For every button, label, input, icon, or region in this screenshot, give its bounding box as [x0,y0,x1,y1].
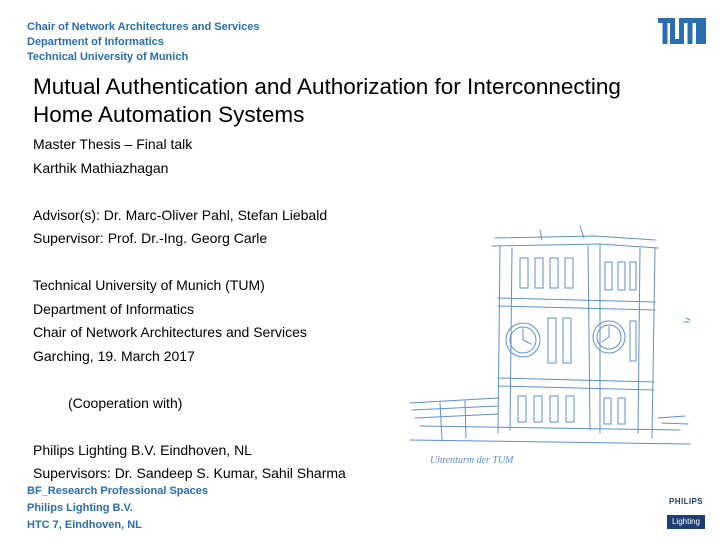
department: Department of Informatics [33,300,195,317]
philips-wordmark: PHILIPS [669,497,703,506]
thesis-type: Master Thesis – Final talk [33,136,193,152]
slide-title: Mutual Authentication and Authorization for Interconnecting Home Automation Systems [33,74,621,127]
header-chair: Chair of Network Architectures and Services [27,21,260,33]
location-date: Garching, 19. March 2017 [33,347,195,364]
tum-logo [658,18,706,49]
header-department: Department of Informatics [27,36,164,48]
advisors: Advisor(s): Dr. Marc-Oliver Pahl, Stefan Liebald [33,206,328,223]
partner-company: Philips Lighting B.V. Eindhoven, NL [33,441,252,458]
footer-address: HTC 7, Eindhoven, NL [27,519,142,531]
slide-content [33,133,346,486]
clock-tower-sketch [400,218,700,478]
supervisor: Supervisor: Prof. Dr.-Ing. Georg Carle [33,230,268,246]
chair: Chair of Network Architectures and Services [33,324,307,340]
footer-research-group: BF_Research Professional Spaces [27,485,208,497]
footer-company: Philips Lighting B.V. [27,502,133,514]
partner-footer [27,483,208,534]
partner-supervisors: Supervisors: Dr. Sandeep S. Kumar, Sahil Sharma [33,465,346,481]
university: Technical University of Munich (TUM) [33,277,265,293]
lighting-label: Lighting [667,515,705,529]
header-university: Technical University of Munich [27,51,189,63]
philips-logo [667,497,705,529]
cooperation-note: (Cooperation with) [68,394,183,411]
author-name: Karthik Mathiazhagan [33,159,169,176]
sketch-caption: Uhrenturm der TUM [430,455,514,466]
institution-header [27,20,260,65]
